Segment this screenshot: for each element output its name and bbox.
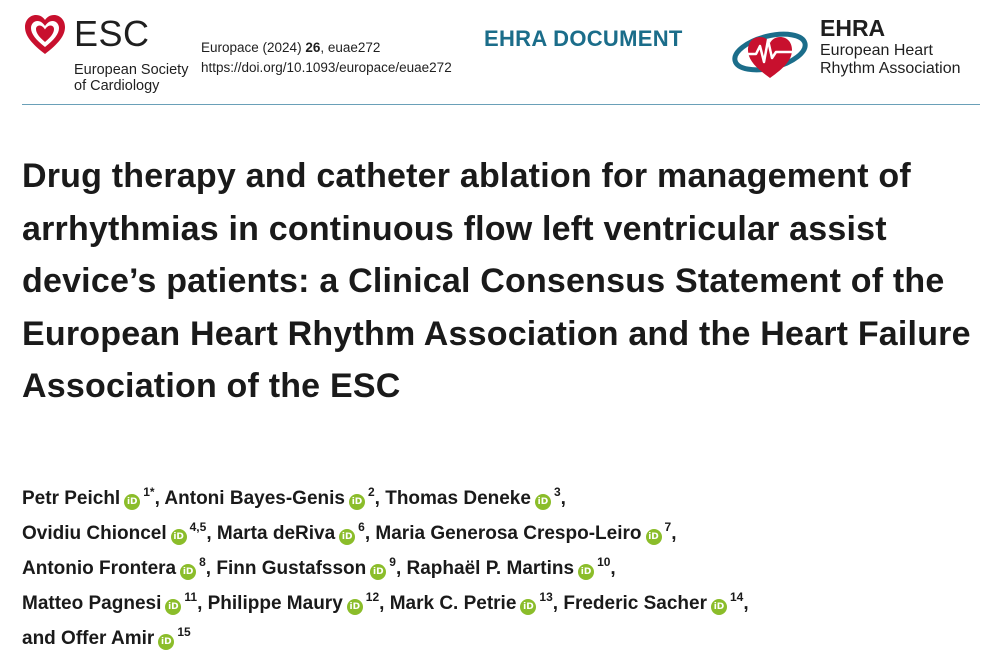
orcid-icon[interactable]: iD: [171, 529, 187, 545]
author-separator: ,: [560, 488, 566, 509]
author: [406, 555, 616, 579]
orcid-icon[interactable]: iD: [124, 494, 140, 510]
journal-line: [201, 38, 452, 58]
journal-citation: [201, 38, 452, 78]
author: [22, 485, 160, 509]
author: [207, 590, 385, 614]
affiliation-marker: 12: [365, 590, 380, 604]
author: [164, 485, 380, 509]
author-name[interactable]: Raphaël P. Martins: [406, 558, 575, 579]
author-separator: ,: [671, 523, 677, 544]
header: [0, 0, 1000, 106]
affiliation-marker: 6: [358, 520, 365, 534]
affiliation-marker: 1*: [143, 485, 155, 499]
esc-sub-line1: European Society: [74, 62, 189, 78]
author: [375, 520, 677, 544]
author-separator: ,: [743, 593, 749, 614]
author-name[interactable]: and Offer Amir: [22, 628, 155, 649]
document-type: EHRA DOCUMENT: [484, 26, 683, 51]
author-separator: ,: [154, 488, 160, 509]
author-name[interactable]: Antonio Frontera: [22, 558, 177, 579]
article-title: Drug therapy and catheter ablation for management of arrhythmias in continuous flow left ventricular assist device’s patients: a Clinical Consensus Statement of the European Heart Rhythm Association and the Heart Failure Association of the ESC: [22, 157, 971, 406]
ehra-heart-icon: [732, 18, 812, 84]
author-separator: ,: [552, 593, 559, 614]
journal-name: Europace (2024): [201, 40, 302, 55]
orcid-icon[interactable]: iD: [165, 599, 181, 615]
author-separator: ,: [206, 523, 212, 544]
author-name[interactable]: Maria Generosa Crespo-Leiro: [375, 523, 642, 544]
author: [389, 590, 559, 614]
affiliation-marker: 4,5: [189, 520, 207, 534]
author: [216, 520, 371, 544]
affiliation-marker: 8: [199, 555, 206, 569]
author-separator: ,: [395, 558, 402, 579]
ehra-sub-line2: Rhythm Association: [820, 60, 961, 77]
affiliation-marker: 3: [553, 485, 561, 499]
esc-subtitle: [74, 62, 188, 94]
orcid-icon[interactable]: iD: [349, 494, 365, 510]
affiliation-marker: 7: [664, 520, 672, 534]
author: [216, 555, 402, 579]
esc-name: ESC: [74, 13, 150, 54]
author: [22, 520, 212, 544]
author: [22, 625, 191, 649]
author-name[interactable]: Philippe Maury: [207, 593, 343, 614]
author: [22, 555, 212, 579]
affiliation-marker: 9: [389, 555, 396, 569]
author-name[interactable]: Marta deRiva: [216, 523, 336, 544]
esc-logo[interactable]: [22, 10, 202, 100]
author: [563, 590, 749, 614]
orcid-icon[interactable]: iD: [180, 564, 196, 580]
ehra-sub-line1: European Heart: [820, 42, 933, 59]
esc-heart-icon: [22, 12, 68, 58]
author-name[interactable]: Ovidiu Chioncel: [22, 523, 167, 544]
author-name[interactable]: Finn Gustafsson: [216, 558, 367, 579]
author-separator: ,: [379, 593, 385, 614]
ehra-subtitle: [820, 42, 961, 78]
author-name[interactable]: Petr Peichl: [22, 488, 121, 509]
affiliation-marker: 11: [184, 590, 198, 604]
author-name[interactable]: Frederic Sacher: [563, 593, 707, 614]
orcid-icon[interactable]: iD: [339, 529, 355, 545]
author-separator: ,: [197, 593, 203, 614]
affiliation-marker: 10: [597, 555, 611, 569]
orcid-icon[interactable]: iD: [347, 599, 363, 615]
author-separator: ,: [374, 488, 380, 509]
author: [22, 590, 203, 614]
orcid-icon[interactable]: iD: [711, 599, 727, 615]
author-separator: ,: [610, 558, 616, 579]
author: [385, 485, 566, 509]
journal-volume: 26: [305, 40, 321, 55]
journal-article: , euae272: [320, 40, 381, 55]
author-name[interactable]: Matteo Pagnesi: [22, 593, 162, 614]
author-separator: ,: [364, 523, 371, 544]
orcid-icon[interactable]: iD: [158, 634, 174, 650]
author-name[interactable]: Thomas Deneke: [385, 488, 531, 509]
author-name[interactable]: Mark C. Petrie: [389, 593, 517, 614]
ehra-logo[interactable]: [732, 14, 992, 94]
orcid-icon[interactable]: iD: [370, 564, 386, 580]
orcid-icon[interactable]: iD: [535, 494, 551, 510]
orcid-icon[interactable]: iD: [646, 529, 662, 545]
author-name[interactable]: Antoni Bayes-Genis: [164, 488, 345, 509]
affiliation-marker: 2: [367, 485, 375, 499]
ehra-name: EHRA: [820, 15, 886, 41]
esc-sub-line2: of Cardiology: [74, 78, 160, 94]
affiliation-marker: 15: [177, 625, 191, 639]
orcid-icon[interactable]: iD: [520, 599, 536, 615]
orcid-icon[interactable]: iD: [578, 564, 594, 580]
author-list: [22, 478, 987, 653]
header-divider: [22, 104, 980, 105]
author-separator: ,: [205, 558, 212, 579]
affiliation-marker: 14: [729, 590, 744, 604]
doi-link[interactable]: https://doi.org/10.1093/europace/euae272: [201, 60, 452, 75]
affiliation-marker: 13: [539, 590, 553, 604]
